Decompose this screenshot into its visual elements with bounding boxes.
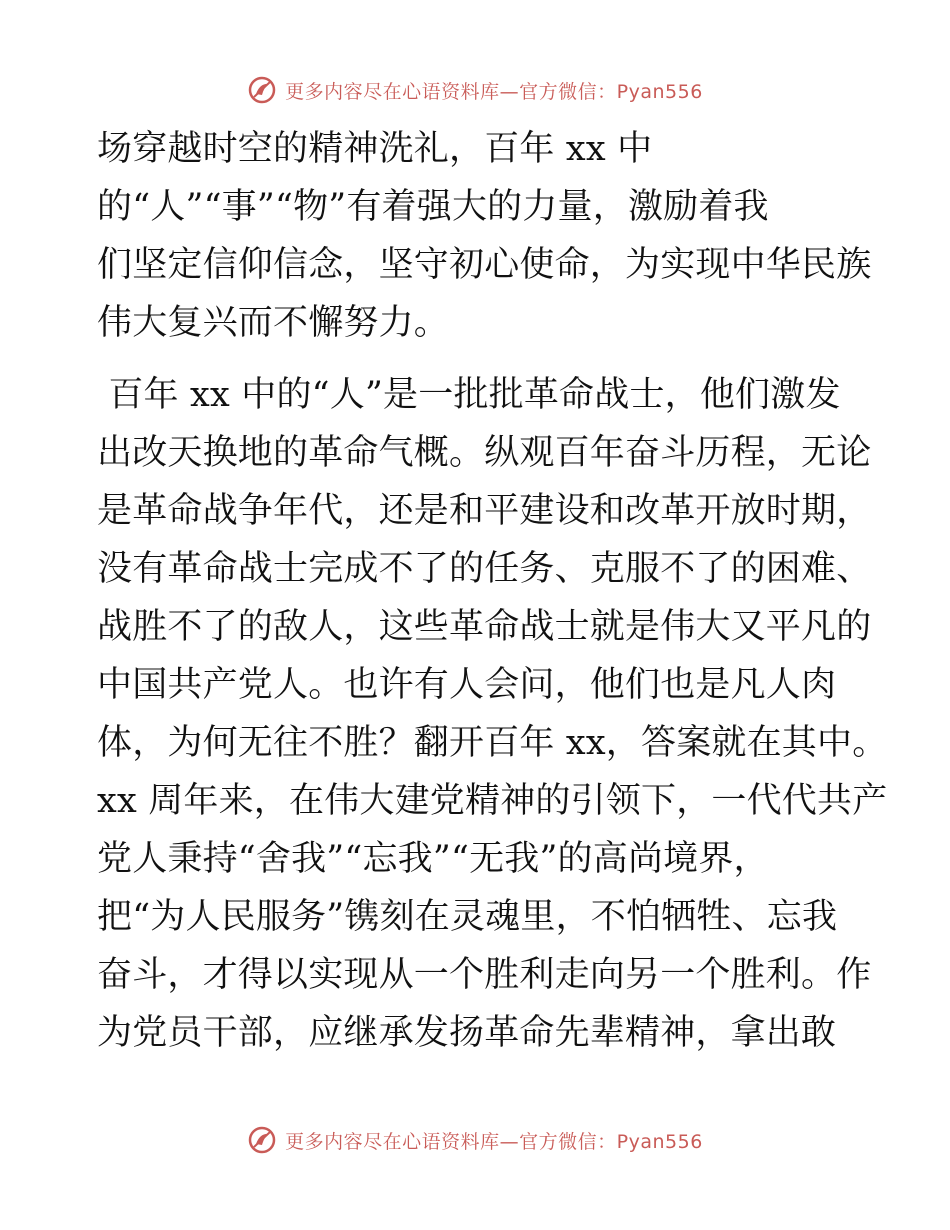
- text-line: 把“为人民服务”镌刻在灵魂里，不怕牺牲、忘我: [97, 897, 838, 937]
- text-line: 奋斗，才得以实现从一个胜利走向另一个胜利。作: [97, 955, 872, 995]
- header-watermark-text: 更多内容尽在心语资料库—官方微信：Pyan556: [285, 80, 703, 103]
- paragraph-1: [97, 120, 872, 352]
- red-swirl-logo-icon: [247, 1125, 277, 1155]
- text-line: 的“人”“事”“物”有着强大的力量，激励着我: [97, 187, 769, 227]
- document-body: [97, 120, 888, 1062]
- text-line: 党人秉持“舍我”“忘我”“无我”的高尚境界，: [97, 839, 769, 879]
- text-line: 百年 xx 中的“人”是一批批革命战士，他们激发: [97, 375, 841, 415]
- text-line: 战胜不了的敌人，这些革命战士就是伟大又平凡的: [97, 607, 872, 647]
- text-line: xx 周年来，在伟大建党精神的引领下，一代代共产: [97, 781, 888, 821]
- text-line: 们坚定信仰信念，坚守初心使命，为实现中华民族: [97, 245, 872, 285]
- text-line: 是革命战争年代，还是和平建设和改革开放时期，: [97, 491, 872, 531]
- text-line: 伟大复兴而不懈努力。: [97, 303, 450, 343]
- header-watermark: [0, 70, 950, 110]
- text-line: 为党员干部，应继承发扬革命先辈精神，拿出敢: [97, 1013, 837, 1053]
- text-line: 没有革命战士完成不了的任务、克服不了的困难、: [97, 549, 872, 589]
- text-line: 体，为何无往不胜？翻开百年 xx，答案就在其中。: [97, 723, 888, 763]
- text-line: 出改天换地的革命气概。纵观百年奋斗历程，无论: [97, 433, 872, 473]
- text-line: 中国共产党人。也许有人会问，他们也是凡人肉: [97, 665, 837, 705]
- footer-watermark: [0, 1120, 950, 1160]
- red-swirl-logo-icon: [247, 75, 277, 105]
- paragraph-gap: [97, 352, 857, 366]
- text-line: 场穿越时空的精神洗礼，百年 xx 中: [97, 129, 653, 169]
- paragraph-2: [97, 366, 888, 1062]
- footer-watermark-text: 更多内容尽在心语资料库—官方微信：Pyan556: [285, 1130, 703, 1153]
